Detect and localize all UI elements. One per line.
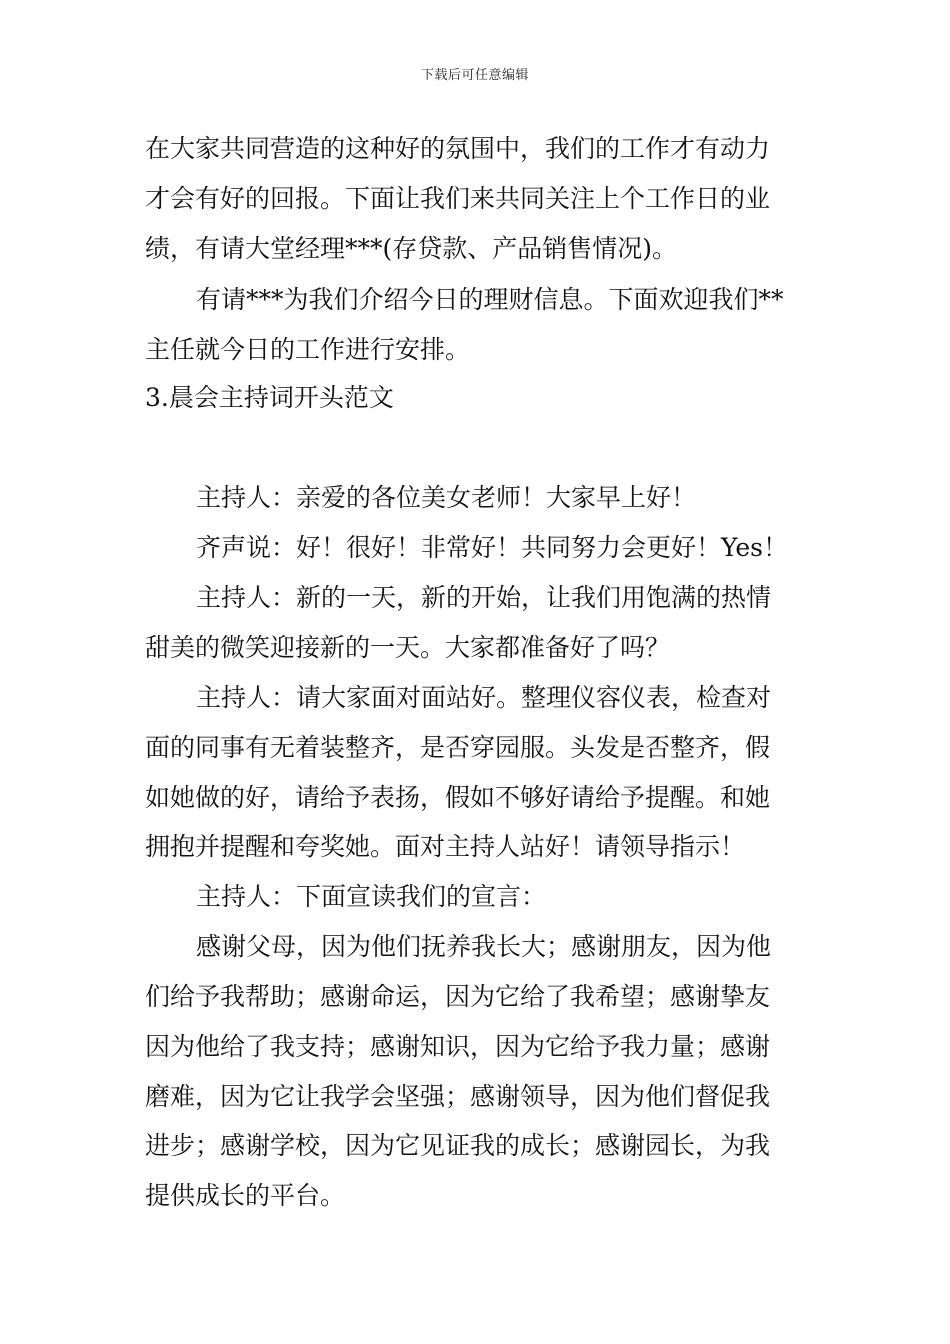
- paragraph-line: 们给予我帮助；感谢命运，因为它给了我希望；感谢挚友: [145, 982, 771, 1011]
- paragraph-line: 在大家共同营造的这种好的氛围中，我们的工作才有动力: [145, 134, 771, 163]
- section-heading: 3.晨会主持词开头范文: [145, 383, 394, 412]
- paragraph-line: 磨难，因为它让我学会坚强；感谢领导，因为他们督促我: [145, 1082, 771, 1111]
- paragraph-line: 面的同事有无着装整齐，是否穿园服。头发是否整齐，假: [145, 733, 771, 762]
- page-header-note: 下载后可任意编辑: [420, 68, 529, 83]
- paragraph-line: 如她做的好，请给予表扬，假如不够好请给予提醒。和她: [145, 783, 771, 812]
- paragraph-line: 主任就今日的工作进行安排。: [145, 335, 471, 364]
- paragraph-line: 齐声说：好！很好！非常好！共同努力会更好！Yes！: [196, 533, 788, 562]
- paragraph-line: 提供成长的平台。: [145, 1181, 346, 1210]
- paragraph-line: 感谢父母，因为他们抚养我长大；感谢朋友，因为他: [196, 932, 772, 961]
- paragraph-line: 有请***为我们介绍今日的理财信息。下面欢迎我们**: [196, 285, 784, 314]
- paragraph-line: 主持人：新的一天，新的开始，让我们用饱满的热情: [196, 583, 772, 612]
- paragraph-line: 主持人：请大家面对面站好。整理仪容仪表，检查对: [196, 683, 772, 712]
- paragraph-line: 绩，有请大堂经理***(存贷款、产品销售情况)。: [145, 234, 678, 263]
- paragraph-line: 进步；感谢学校，因为它见证我的成长；感谢园长，为我: [145, 1131, 771, 1160]
- paragraph-line: 拥抱并提醒和夸奖她。面对主持人站好！请领导指示！: [145, 832, 746, 861]
- paragraph-line: 才会有好的回报。下面让我们来共同关注上个工作日的业: [145, 184, 771, 213]
- paragraph-line: 因为他给了我支持；感谢知识，因为它给予我力量；感谢: [145, 1032, 771, 1061]
- paragraph-line: 主持人：亲爱的各位美女老师！大家早上好！: [196, 483, 697, 512]
- paragraph-line: 主持人：下面宣读我们的宣言：: [196, 882, 547, 911]
- paragraph-line: 甜美的微笑迎接新的一天。大家都准备好了吗？: [145, 633, 671, 662]
